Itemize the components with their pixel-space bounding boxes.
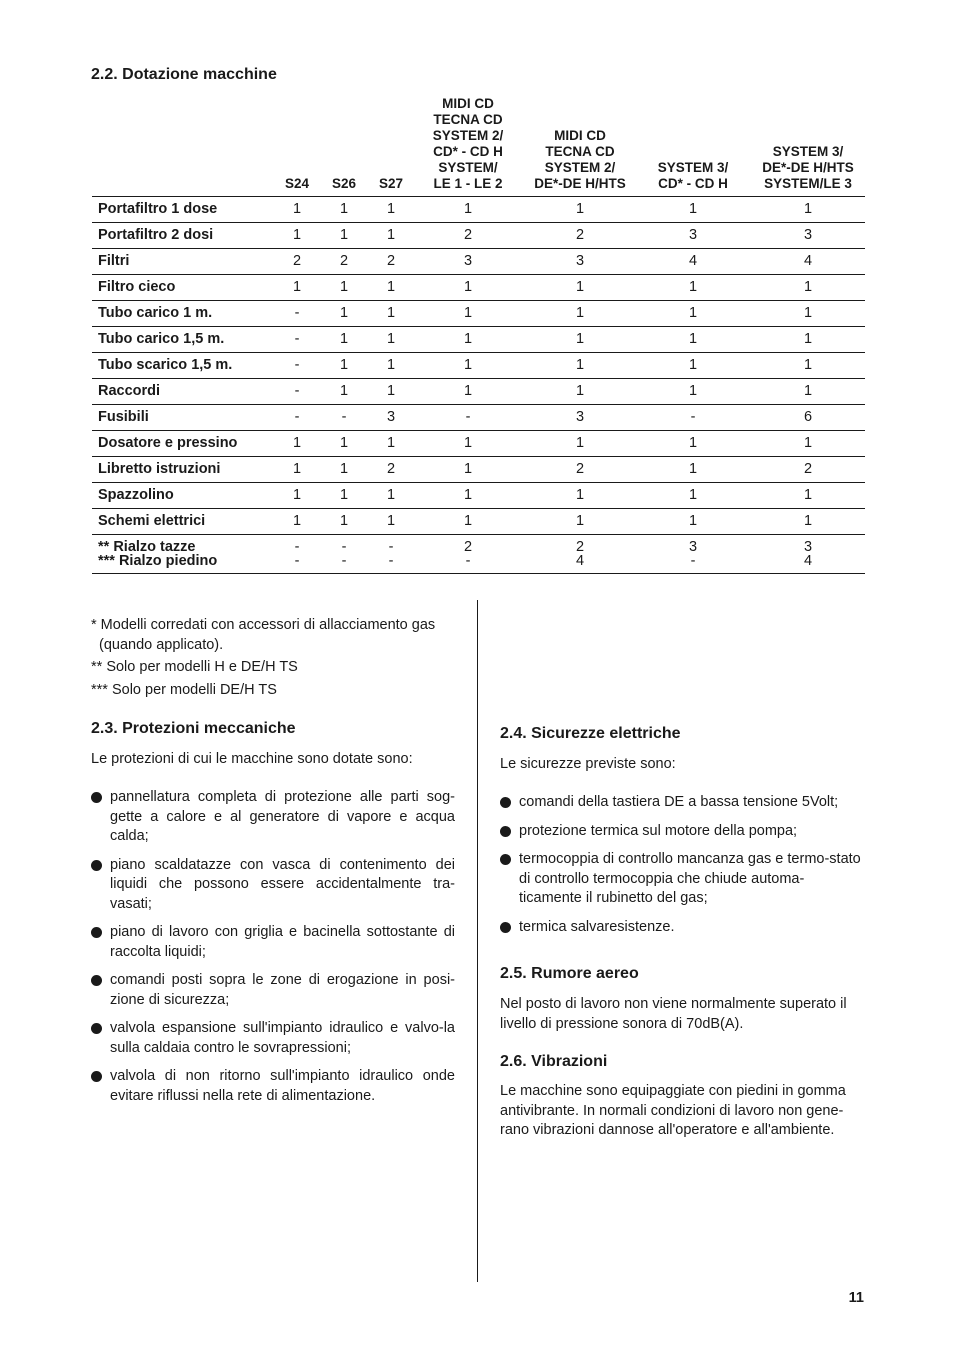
table-cell: -	[294, 305, 300, 321]
table-cell: 1	[575, 513, 585, 529]
bullet-icon	[500, 854, 511, 865]
table-cell: 1	[339, 305, 349, 321]
section-25-title: 2.5. Rumore aereo	[500, 965, 639, 982]
bullet-icon	[91, 975, 102, 986]
table-cell: 6	[803, 409, 813, 425]
col-header-s26: S26	[331, 176, 357, 191]
table-cell: 1	[463, 513, 473, 529]
list-item-text: protezione termica sul motore della pompa;	[519, 822, 798, 839]
table-cell: 1	[803, 357, 813, 373]
section-24-title: 2.4. Sicurezze elettriche	[500, 725, 681, 742]
table-cell: 1	[339, 357, 349, 373]
row-label: Portafiltro 2 dosi	[98, 227, 214, 243]
bullet-icon	[500, 922, 511, 933]
footnote-2: ** Solo per modelli H e DE/H TS	[91, 659, 298, 675]
table-cell: 1	[688, 513, 698, 529]
table-cell: 2 4	[575, 539, 585, 569]
row-label: Filtri	[98, 253, 130, 269]
list-item	[91, 1019, 455, 1058]
table-cell: 1	[386, 201, 396, 217]
table-cell: 1	[339, 279, 349, 295]
table-cell: 1	[292, 227, 302, 243]
table-cell: 1	[575, 487, 585, 503]
table-cell: 1	[339, 331, 349, 347]
footnote-1: * Modelli corredati con accessori di allacciamento gas (quando applicato).	[91, 617, 436, 653]
table-cell: 1	[575, 383, 585, 399]
row-label: Spazzolino	[98, 487, 174, 503]
table-cell: 1	[386, 279, 396, 295]
list-item-text: comandi posti sopra le zone di erogazione in posi-zione di sicurezza;	[110, 972, 455, 1008]
table-cell: 2	[803, 461, 813, 477]
table-cell: 1	[803, 383, 813, 399]
list-item-text: termocoppia di controllo mancanza gas e termo-stato di controllo termocoppia che chiude automa-ticamente il rubinetto del gas;	[519, 851, 861, 906]
table-cell: 1	[803, 305, 813, 321]
list-item-text: pannellatura completa di protezione alle parti sog-gette a calore e al generatore di vapore e acqua calda;	[110, 789, 455, 844]
row-label: Raccordi	[98, 383, 161, 399]
col-header-system3-cd: SYSTEM 3/ CD* - CD H	[657, 160, 729, 191]
table-cell: 1	[339, 487, 349, 503]
col-header-system3-de: SYSTEM 3/ DE*-DE H/HTS SYSTEM/LE 3	[762, 144, 854, 191]
table-body	[92, 197, 865, 574]
table-cell: 1	[575, 331, 585, 347]
row-label: Tubo carico 1,5 m.	[98, 331, 225, 347]
row-label: ** Rialzo tazze *** Rialzo piedino	[98, 539, 218, 569]
table-cell: 1	[803, 513, 813, 529]
table-cell: 1	[688, 357, 698, 373]
equipment-table	[92, 97, 865, 574]
table-cell: 1	[339, 227, 349, 243]
table-cell: 1	[575, 279, 585, 295]
list-item	[91, 1067, 455, 1106]
list-item	[91, 923, 455, 962]
table-cell: 1	[463, 305, 473, 321]
table-cell: 2	[463, 227, 473, 243]
table-cell: 1	[339, 513, 349, 529]
row-label: Fusibili	[98, 409, 149, 425]
list-item-text: piano scaldatazze con vasca di contenimento dei liquidi che possono essere accidentalmente tra-vasati;	[110, 856, 455, 912]
section-23-list	[91, 788, 455, 1115]
table-cell: 1	[688, 461, 698, 477]
table-cell: 1	[339, 383, 349, 399]
section-23-title: 2.3. Protezioni meccaniche	[91, 720, 296, 737]
section-25-text: Nel posto di lavoro non viene normalmente superato il livello di pressione sonora di 70dB(A).	[500, 996, 847, 1032]
table-cell: 1	[386, 357, 396, 373]
row-label: Libretto istruzioni	[98, 461, 221, 477]
table-cell: 1	[575, 201, 585, 217]
table-cell: 1	[292, 201, 302, 217]
table-row	[92, 197, 865, 223]
table-row	[92, 431, 865, 457]
table-cell: 1	[292, 279, 302, 295]
table-cell: 4	[803, 253, 813, 269]
table-cell: 1	[339, 461, 349, 477]
table-row	[92, 509, 865, 535]
table-cell: 1	[339, 201, 349, 217]
row-label: Dosatore e pressino	[98, 435, 238, 451]
row-label: Tubo carico 1 m.	[98, 305, 213, 321]
table-row	[92, 483, 865, 509]
table-cell: -	[294, 383, 300, 399]
table-cell: 1	[803, 201, 813, 217]
table-cell: 1	[463, 357, 473, 373]
table-cell: 1	[292, 487, 302, 503]
col-header-s27: S27	[378, 176, 404, 191]
table-cell: 1	[386, 513, 396, 529]
column-divider	[477, 600, 478, 1282]
table-header-row	[92, 97, 865, 197]
table-cell: 2	[339, 253, 349, 269]
table-cell: 1	[386, 435, 396, 451]
table-cell: 1	[292, 513, 302, 529]
list-item	[500, 822, 864, 842]
table-cell: 2	[575, 461, 585, 477]
list-item-text: termica salvaresistenze.	[519, 918, 675, 935]
table-cell: 3 -	[688, 539, 698, 569]
table-cell: 1	[688, 383, 698, 399]
table-row	[92, 327, 865, 353]
row-label: Filtro cieco	[98, 279, 176, 295]
table-cell: 3	[688, 227, 698, 243]
list-item	[91, 856, 455, 915]
table-cell: 1	[463, 201, 473, 217]
col-header-midi-cd-system2-cd: MIDI CD TECNA CD SYSTEM 2/ CD* - CD H SYSTEM/ LE 1 - LE 2	[432, 96, 504, 191]
table-cell: 1	[463, 435, 473, 451]
table-cell: 1	[803, 487, 813, 503]
table-cell: 2 -	[463, 539, 473, 569]
bullet-icon	[500, 826, 511, 837]
table-cell: 1	[803, 331, 813, 347]
table-cell: 3	[575, 409, 585, 425]
table-cell: 1	[688, 331, 698, 347]
table-cell: 1	[463, 383, 473, 399]
table-cell: -	[341, 409, 347, 425]
table-cell: 1	[688, 487, 698, 503]
table-cell: 1	[575, 435, 585, 451]
table-cell: 1	[463, 487, 473, 503]
table-cell: 3	[575, 253, 585, 269]
table-row	[92, 379, 865, 405]
table-cell: - -	[294, 539, 300, 569]
table-cell: -	[465, 409, 471, 425]
footnotes	[91, 616, 455, 700]
bullet-icon	[91, 860, 102, 871]
table-row	[92, 353, 865, 379]
page-number: 11	[848, 1290, 864, 1306]
section-26-text: Le macchine sono equipaggiate con piedini in gomma antivibrante. In normali condizioni di lavoro non gene-rano vibrazioni dannose all'operatore e all'ambiente.	[500, 1083, 846, 1138]
section-22-title: 2.2. Dotazione macchine	[91, 66, 277, 83]
list-item-text: valvola espansione sull'impianto idraulico e valvo-la sulla caldaia contro le sovrapressioni;	[110, 1020, 455, 1056]
list-item-text: piano di lavoro con griglia e bacinella sottostante di raccolta liquidi;	[110, 924, 455, 960]
bullet-icon	[500, 797, 511, 808]
col-header-midi-cd-system2-de: MIDI CD TECNA CD SYSTEM 2/ DE*-DE H/HTS	[534, 128, 626, 191]
table-cell: 2	[386, 461, 396, 477]
section-24-intro: Le sicurezze previste sono:	[500, 756, 676, 772]
table-row	[92, 301, 865, 327]
list-item-text: comandi della tastiera DE a bassa tensione 5Volt;	[519, 794, 839, 810]
table-cell: - -	[341, 539, 347, 569]
section-26-title: 2.6. Vibrazioni	[500, 1053, 608, 1070]
table-cell: 1	[575, 305, 585, 321]
row-label: Tubo scarico 1,5 m.	[98, 357, 233, 373]
table-row	[92, 249, 865, 275]
table-cell: 3	[463, 253, 473, 269]
bullet-icon	[91, 1023, 102, 1034]
table-row	[92, 223, 865, 249]
table-cell: 2	[386, 253, 396, 269]
list-item	[500, 793, 864, 813]
table-cell: 1	[292, 461, 302, 477]
table-cell: 1	[339, 435, 349, 451]
table-cell: 1	[575, 357, 585, 373]
table-cell: 1	[386, 383, 396, 399]
table-cell: 1	[688, 201, 698, 217]
table-cell: 1	[386, 487, 396, 503]
bullet-icon	[91, 792, 102, 803]
bullet-icon	[91, 927, 102, 938]
table-row	[92, 535, 865, 574]
table-cell: 1	[688, 279, 698, 295]
table-row	[92, 275, 865, 301]
table-cell: 3 4	[803, 539, 813, 569]
list-item-text: valvola di non ritorno sull'impianto idraulico onde evitare riflussi nella rete di alimentazione.	[110, 1068, 455, 1104]
list-item	[500, 850, 864, 909]
table-cell: 1	[803, 435, 813, 451]
list-item	[91, 971, 455, 1010]
section-24-list	[500, 793, 864, 946]
table-row	[92, 405, 865, 431]
row-label: Schemi elettrici	[98, 513, 206, 529]
table-cell: 1	[386, 227, 396, 243]
col-header-s24: S24	[284, 176, 310, 191]
table-cell: 1	[292, 435, 302, 451]
table-cell: 1	[688, 435, 698, 451]
list-item	[91, 788, 455, 847]
table-cell: 2	[292, 253, 302, 269]
table-cell: -	[690, 409, 696, 425]
table-cell: - -	[388, 539, 394, 569]
table-cell: 1	[463, 331, 473, 347]
table-cell: 2	[575, 227, 585, 243]
table-cell: -	[294, 331, 300, 347]
table-cell: -	[294, 409, 300, 425]
table-cell: 1	[463, 279, 473, 295]
table-cell: 1	[688, 305, 698, 321]
footnote-3: *** Solo per modelli DE/H TS	[91, 681, 277, 698]
row-label: Portafiltro 1 dose	[98, 201, 218, 217]
table-cell: 1	[386, 331, 396, 347]
table-cell: 1	[463, 461, 473, 477]
table-cell: 3	[803, 227, 813, 243]
section-23-intro: Le protezioni di cui le macchine sono dotate sono:	[91, 751, 413, 767]
table-cell: -	[294, 357, 300, 373]
table-cell: 1	[386, 305, 396, 321]
table-cell: 3	[386, 409, 396, 425]
table-cell: 1	[803, 279, 813, 295]
list-item	[500, 918, 864, 938]
table-cell: 4	[688, 253, 698, 269]
bullet-icon	[91, 1071, 102, 1082]
table-row	[92, 457, 865, 483]
